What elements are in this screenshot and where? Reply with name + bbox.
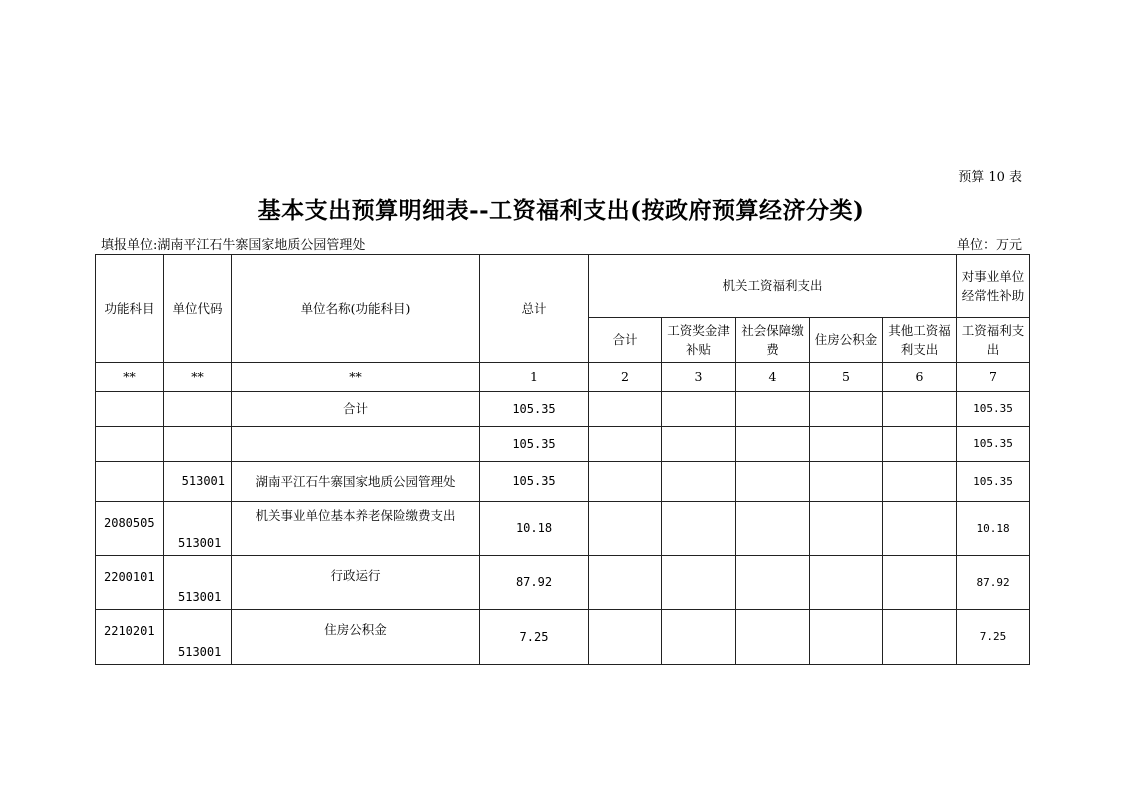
empty-cell xyxy=(736,462,810,502)
unit-name-cell: 机关事业单位基本养老保险缴费支出 xyxy=(232,502,480,556)
empty-cell xyxy=(662,556,736,610)
table-row xyxy=(96,556,1030,610)
subsidy-cell: 7.25 xyxy=(957,610,1030,665)
unit-name-cell: 住房公积金 xyxy=(232,610,480,665)
table-row xyxy=(96,502,1030,556)
function-code-cell: 2080505 xyxy=(96,502,164,556)
empty-cell xyxy=(810,502,883,556)
unit-code-cell xyxy=(164,392,232,427)
unit-code-cell xyxy=(164,427,232,462)
empty-cell xyxy=(810,462,883,502)
empty-cell xyxy=(736,502,810,556)
empty-cell xyxy=(589,427,662,462)
subsidy-cell: 10.18 xyxy=(957,502,1030,556)
unit-code-cell: 513001 xyxy=(164,610,232,665)
index-cell: 3 xyxy=(662,363,736,392)
col-header-unit-name: 单位名称(功能科目) xyxy=(232,255,480,363)
empty-cell xyxy=(883,427,957,462)
empty-cell xyxy=(662,462,736,502)
col-header-housing-fund: 住房公积金 xyxy=(810,318,883,363)
index-cell: 5 xyxy=(810,363,883,392)
col-header-other-welfare: 其他工资福利支出 xyxy=(883,318,957,363)
col-header-social-security: 社会保障缴费 xyxy=(736,318,810,363)
empty-cell xyxy=(883,502,957,556)
empty-cell xyxy=(883,392,957,427)
col-header-salary-allowance: 工资奖金津补贴 xyxy=(662,318,736,363)
empty-cell xyxy=(736,610,810,665)
empty-cell xyxy=(883,462,957,502)
table-row xyxy=(96,427,1030,462)
index-cell: 4 xyxy=(736,363,810,392)
empty-cell xyxy=(589,462,662,502)
empty-cell xyxy=(662,502,736,556)
unit-name-cell xyxy=(232,427,480,462)
index-cell: 1 xyxy=(480,363,589,392)
total-cell: 87.92 xyxy=(480,556,589,610)
function-code-cell: 2210201 xyxy=(96,610,164,665)
empty-cell xyxy=(736,392,810,427)
empty-cell xyxy=(736,427,810,462)
function-code-cell xyxy=(96,392,164,427)
index-cell: 2 xyxy=(589,363,662,392)
table-row xyxy=(96,610,1030,665)
empty-cell xyxy=(589,502,662,556)
empty-cell xyxy=(810,556,883,610)
empty-cell xyxy=(589,392,662,427)
col-header-subsidy-group: 对事业单位经常性补助 xyxy=(957,255,1030,318)
col-header-subtotal: 合计 xyxy=(589,318,662,363)
empty-cell xyxy=(883,610,957,665)
function-code-cell: 2200101 xyxy=(96,556,164,610)
subsidy-cell: 87.92 xyxy=(957,556,1030,610)
page-title: 基本支出预算明细表--工资福利支出(按政府预算经济分类) xyxy=(257,197,865,224)
unit-code-cell: 513001 xyxy=(164,556,232,610)
unit-code-cell: 513001 xyxy=(164,502,232,556)
index-cell: ** xyxy=(232,363,480,392)
currency-unit: 单位：万元 xyxy=(956,238,1022,253)
col-header-function-subject: 功能科目 xyxy=(96,255,164,363)
empty-cell xyxy=(810,427,883,462)
budget-table xyxy=(95,254,1030,665)
empty-cell xyxy=(810,392,883,427)
empty-cell xyxy=(662,610,736,665)
total-cell: 105.35 xyxy=(480,462,589,502)
col-header-total: 总计 xyxy=(480,255,589,363)
table-row xyxy=(96,462,1030,502)
unit-name-cell: 湖南平江石牛寨国家地质公园管理处 xyxy=(232,462,480,502)
index-cell: ** xyxy=(96,363,164,392)
total-cell: 105.35 xyxy=(480,427,589,462)
empty-cell xyxy=(883,556,957,610)
col-header-subsidy-welfare: 工资福利支出 xyxy=(957,318,1030,363)
header-row-1 xyxy=(96,255,1030,318)
function-code-cell xyxy=(96,427,164,462)
empty-cell xyxy=(810,610,883,665)
unit-name-cell: 合计 xyxy=(232,392,480,427)
empty-cell xyxy=(589,610,662,665)
table-row xyxy=(96,392,1030,427)
index-cell: ** xyxy=(164,363,232,392)
col-header-agency-group: 机关工资福利支出 xyxy=(589,255,957,318)
empty-cell xyxy=(589,556,662,610)
total-cell: 7.25 xyxy=(480,610,589,665)
function-code-cell xyxy=(96,462,164,502)
empty-cell xyxy=(662,427,736,462)
col-header-unit-code: 单位代码 xyxy=(164,255,232,363)
table-number: 预算 10 表 xyxy=(958,170,1022,185)
index-row xyxy=(96,363,1030,392)
subsidy-cell: 105.35 xyxy=(957,427,1030,462)
subsidy-cell: 105.35 xyxy=(957,392,1030,427)
empty-cell xyxy=(662,392,736,427)
unit-code-cell: 513001 xyxy=(164,462,232,502)
total-cell: 10.18 xyxy=(480,502,589,556)
empty-cell xyxy=(736,556,810,610)
index-cell: 6 xyxy=(883,363,957,392)
total-cell: 105.35 xyxy=(480,392,589,427)
subsidy-cell: 105.35 xyxy=(957,462,1030,502)
index-cell: 7 xyxy=(957,363,1030,392)
unit-name-cell: 行政运行 xyxy=(232,556,480,610)
filler-unit: 填报单位:湖南平江石牛寨国家地质公园管理处 xyxy=(101,238,366,253)
